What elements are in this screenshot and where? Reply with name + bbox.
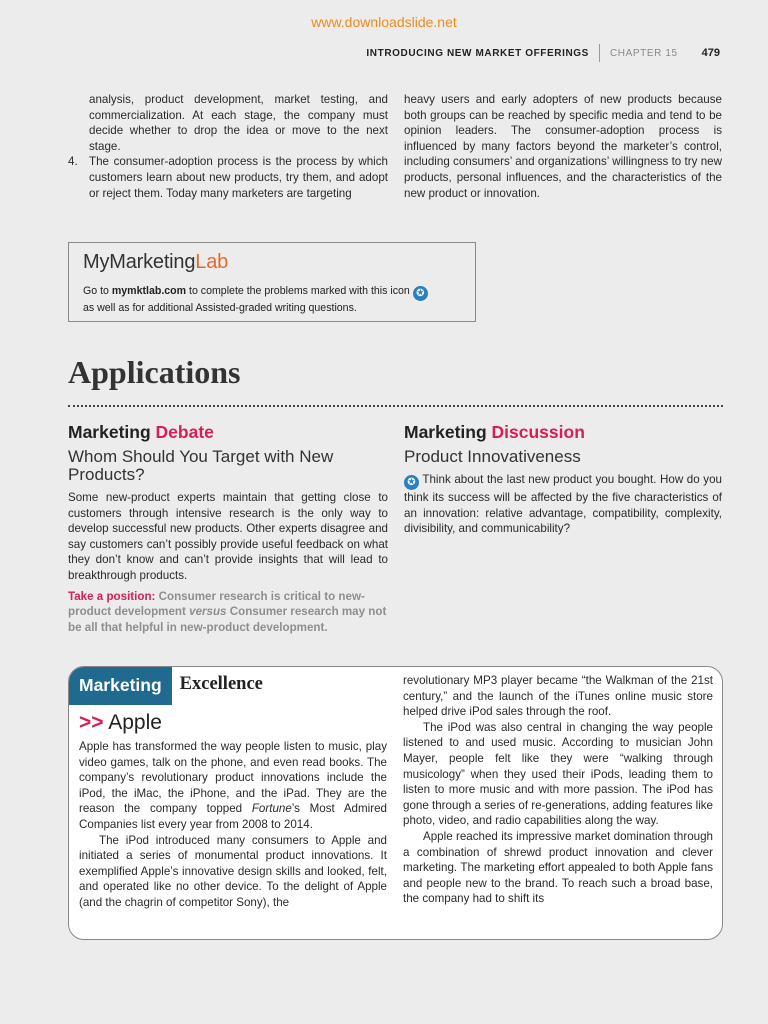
- take-a-position: Take a position: Consumer research is critical to new-product development versus Consumer research may not be all that helpful in new-product development.: [68, 589, 387, 634]
- marketing-debate-section: [68, 422, 388, 635]
- debate-subtitle: Whom Should You Target with New Products?: [68, 447, 334, 484]
- excellence-tab: [69, 667, 271, 705]
- running-head-title: INTRODUCING NEW MARKET OFFERINGS: [366, 47, 589, 59]
- watermark-url[interactable]: www.downloadslide.net: [311, 14, 457, 30]
- debate-heading: Marketing Debate: [68, 422, 214, 442]
- marketing-excellence-box: [68, 666, 723, 940]
- debate-body: Some new-product experts maintain that getting close to customers through intensive research is the only way to develop successful new products. Other experts disagree and say customers can’t possibly provide useful feedback on what they don’t know and can’t provide insights that will lead to breakthrough products.: [68, 491, 388, 582]
- mymktlab-link[interactable]: mymktlab.com: [111, 285, 187, 297]
- intro-left-column: [68, 92, 388, 201]
- mymarketinglab-text: Go to mymktlab.com to complete the problems marked with this icon ✪ as well as for additional Assisted-graded writing questions.: [83, 284, 461, 316]
- chevron-icon: >>: [79, 711, 104, 734]
- paragraph: Apple has transformed the way people listen to music, play video games, talk on the phone, and even read books. The company’s revolutionary product innovations include the iPod, the iMac, the iPhone, and the iPad. They are the reason the company topped Fortune’s Most Admired Companies list every year from 2008 to 2014.: [79, 740, 387, 831]
- list-item-text: The consumer-adoption process is the process by which customers learn about new products, try them, and adopt or reject them. Today many marketers are targeting: [89, 155, 388, 200]
- excellence-right-column: [403, 673, 713, 907]
- excellence-tab-marketing: Marketing: [69, 667, 172, 705]
- running-head: [366, 44, 720, 62]
- mymarketinglab-logo: MyMarketingLab: [83, 251, 229, 273]
- discussion-heading: Marketing Discussion: [404, 422, 585, 442]
- assignment-star-icon: ✪: [404, 475, 419, 490]
- paragraph: The iPod introduced many consumers to Apple and initiated a series of monumental product innovations. It exemplified Apple’s innovative design skills and looked, felt, and operated like no other device. To the delight of Apple (and the chagrin of competitor Sony), the: [79, 833, 387, 909]
- excellence-left-column: [79, 739, 387, 911]
- intro-list-item-4: [68, 154, 388, 201]
- assignment-star-icon: ✪: [413, 286, 428, 301]
- discussion-subtitle: Product Innovativeness: [404, 447, 581, 466]
- paragraph: revolutionary MP3 player became “the Walkman of the 21st century,” and the launch of the iTunes online music store helped drive iPod sales through the roof.: [403, 674, 713, 719]
- marketing-discussion-section: [404, 422, 722, 537]
- intro-item3-continuation: analysis, product development, market testing, and commercialization. At each stage, the company must decide whether to drop the idea or move to the next stage.: [89, 93, 388, 153]
- running-head-chapter: CHAPTER 15: [609, 47, 678, 59]
- company-title: >> Apple: [79, 711, 162, 734]
- intro-right-column: heavy users and early adopters of new products because both groups can be reached by specific media and tend to be opinion leaders. The consumer-adoption process is influenced by many factors beyond the marketer’s control, including consumers’ and organizations’ willingness to try new products, personal influences, and the characteristics of the new product or innovation.: [404, 93, 722, 200]
- mymarketinglab-box: [68, 242, 476, 322]
- paragraph: Apple reached its impressive market domination through a combination of shrewd product innovation and clever marketing. The marketing effort appealed to both Apple fans and people new to the brand. To reach such a broad base, the company had to shift its: [403, 829, 713, 906]
- dotted-divider: [68, 405, 723, 407]
- discussion-body: ✪ Think about the last new product you bought. How do you think its success will be affected by the five characteristics of an innovation: relative advantage, compatibility, complexity, divisibility, and communicability?: [404, 473, 722, 536]
- applications-heading: Applications: [68, 354, 241, 390]
- page-number: 479: [701, 47, 720, 59]
- list-number: 4.: [68, 155, 78, 169]
- paragraph: The iPod was also central in changing the way people listened to and used music. According to musician John Mayer, people felt like they were “walking through musicology” when they used their iPods, leading them to listen to more music and with more passion. The iPod has gone through a series of re-generations, adding features like photo, video, and radio capabilities along the way.: [403, 720, 714, 828]
- excellence-tab-excellence: Excellence: [179, 674, 263, 694]
